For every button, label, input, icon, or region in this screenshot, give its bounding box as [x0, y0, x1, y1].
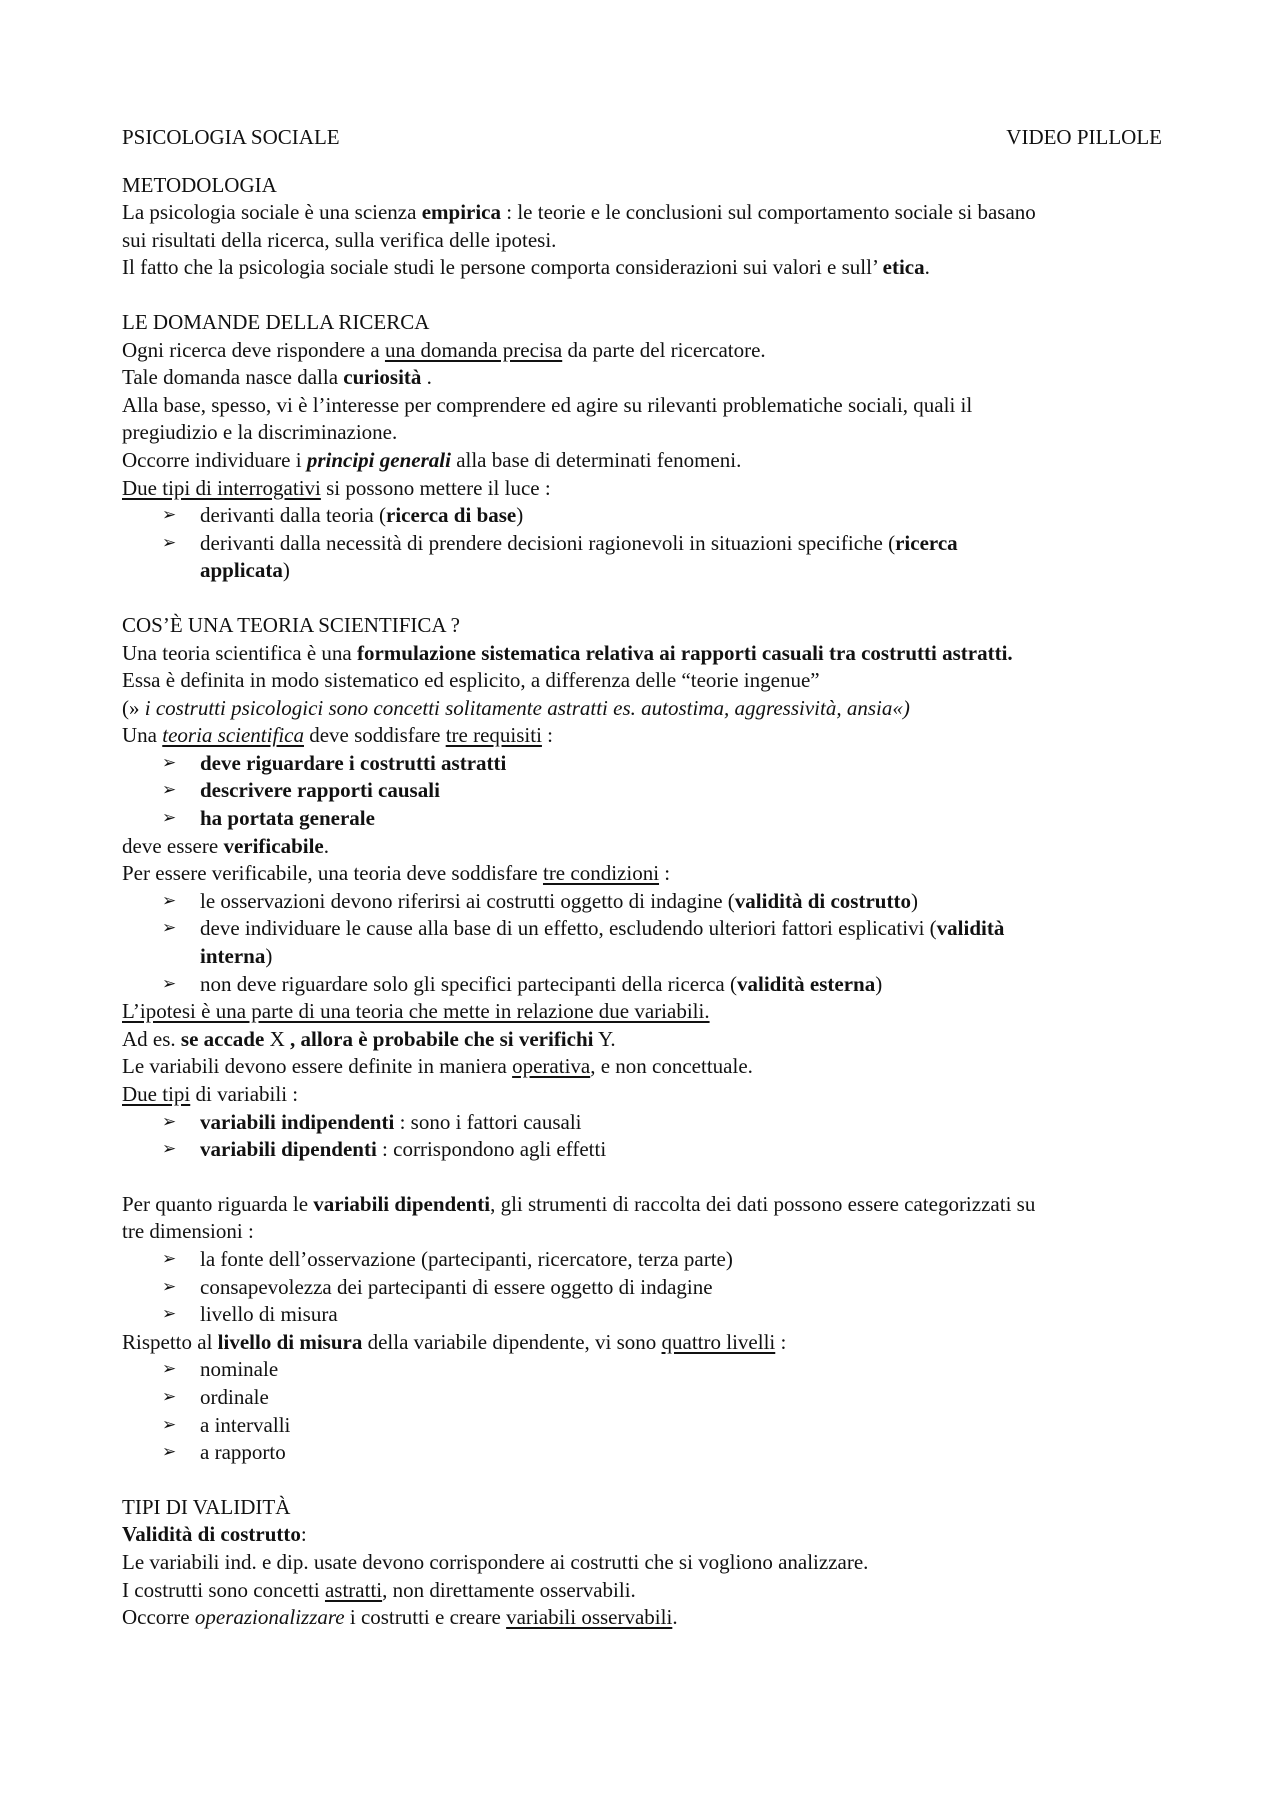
text: , e non concettuale.: [590, 1054, 753, 1079]
text: nominale: [200, 1357, 279, 1382]
text: la fonte dell’osservazione (partecipanti, ricercatore, terza parte): [200, 1246, 733, 1271]
text: Occorre: [122, 1605, 195, 1630]
paragraph-line: [122, 1577, 1162, 1605]
bullet-list: [122, 1109, 1162, 1164]
list-item: [122, 1301, 1162, 1329]
bullet-list: [122, 1246, 1162, 1329]
paragraph-line: [122, 722, 1162, 750]
list-item: [122, 1246, 1162, 1274]
text: da parte del ricercatore.: [562, 337, 766, 362]
underlined-text: quattro livelli: [661, 1329, 776, 1354]
paragraph-line: [122, 695, 1162, 723]
section-tipi-validita: [122, 1494, 1162, 1632]
text: di variabili :: [190, 1082, 299, 1106]
bold-text: applicata: [200, 558, 283, 583]
text: .: [672, 1605, 678, 1630]
arrow-bullet-icon: ➢: [162, 505, 177, 526]
list-item: [122, 1109, 1162, 1137]
paragraph-line: [122, 364, 1162, 392]
page-header: [122, 124, 1162, 152]
list-item: [122, 971, 1162, 999]
bold-text: deve riguardare i costrutti astratti: [200, 750, 507, 775]
text: Una: [122, 723, 163, 748]
text: : corrispondono agli effetti: [376, 1137, 607, 1162]
list-item: [122, 502, 1162, 530]
bold-text: ricerca: [895, 530, 958, 555]
paragraph-line: [122, 1026, 1162, 1054]
paragraph-line: [122, 475, 1162, 503]
paragraph-line: [122, 1604, 1162, 1632]
text: deve soddisfare: [303, 723, 446, 748]
text: Ogni ricerca deve rispondere a: [122, 337, 385, 362]
arrow-bullet-icon: ➢: [162, 1414, 177, 1435]
document-page: [122, 124, 1162, 1632]
bullet-list: [122, 750, 1162, 833]
list-item: [122, 1356, 1162, 1384]
arrow-bullet-icon: ➢: [162, 1139, 177, 1160]
paragraph-line: [122, 1191, 1162, 1219]
bold-text: variabili dipendenti: [200, 1137, 377, 1162]
bullet-list: [122, 502, 1162, 585]
arrow-bullet-icon: ➢: [162, 890, 177, 911]
text: Rispetto al: [122, 1329, 218, 1354]
italic-text: operazionalizzare: [194, 1605, 345, 1630]
section-heading: METODOLOGIA: [122, 172, 277, 197]
underlined-text: tre requisiti: [445, 723, 542, 748]
paragraph-line: pregiudizio e la discriminazione.: [122, 420, 398, 445]
text: derivanti dalla teoria (: [200, 503, 386, 528]
bold-text: descrivere rapporti causali: [200, 778, 440, 803]
section-variabili-dipendenti: [122, 1191, 1162, 1467]
subheading: [122, 1521, 1162, 1549]
bold-text: validità esterna: [737, 971, 876, 996]
text: Occorre individuare i: [122, 447, 307, 472]
text: : sono i fattori causali: [394, 1109, 582, 1134]
paragraph-line: [122, 447, 1162, 475]
text: deve essere: [122, 833, 224, 858]
section-heading: COS’È UNA TEORIA SCIENTIFICA ?: [122, 612, 460, 637]
paragraph-line: [122, 337, 1162, 365]
text: deve individuare le cause alla base di un effetto, escludendo ulteriori fattori esplicativi (: [200, 916, 937, 941]
paragraph-line: [122, 860, 1162, 888]
text: ): [282, 558, 290, 583]
paragraph-line: [122, 640, 1162, 668]
paragraph-line: sui risultati della ricerca, sulla verifica delle ipotesi.: [122, 227, 557, 252]
paragraph-line: [122, 1329, 1162, 1357]
text: della variabile dipendente, vi sono: [362, 1329, 662, 1354]
text: :: [300, 1522, 307, 1547]
text: .: [421, 365, 432, 390]
text: .: [323, 833, 329, 858]
paragraph-line: Le variabili ind. e dip. usate devono corrispondere ai costrutti che si vogliono analizzare.: [122, 1549, 869, 1574]
arrow-bullet-icon: ➢: [162, 1304, 177, 1325]
text: ): [910, 888, 918, 913]
bold-text: validità: [936, 916, 1005, 941]
bold-text: variabili dipendenti: [313, 1191, 491, 1216]
section-heading: LE DOMANDE DELLA RICERCA: [122, 309, 430, 334]
arrow-bullet-icon: ➢: [162, 808, 177, 829]
paragraph-line: [122, 833, 1162, 861]
bold-text: formulazione sistematica relativa ai rapporti casuali tra costrutti astratti.: [356, 640, 1013, 665]
bold-italic-text: principi generali: [306, 447, 451, 472]
text: Per essere verificabile, una teoria deve soddisfare: [122, 861, 543, 886]
arrow-bullet-icon: ➢: [162, 1386, 177, 1407]
text: , gli strumenti di raccolta dei dati possono essere categorizzati su: [490, 1191, 1036, 1216]
paragraph-line: Essa è definita in modo sistematico ed esplicito, a differenza delle “teorie ingenue”: [122, 668, 820, 693]
text: a rapporto: [200, 1440, 286, 1465]
text: (»: [122, 695, 145, 720]
arrow-bullet-icon: ➢: [162, 1111, 177, 1132]
arrow-bullet-icon: ➢: [162, 1442, 177, 1463]
bullet-list: [122, 1356, 1162, 1466]
text: :: [659, 861, 671, 886]
list-item: [122, 915, 1162, 970]
text: non deve riguardare solo gli specifici partecipanti della ricerca (: [200, 971, 737, 996]
bold-text: , allora è probabile che si verifichi: [289, 1026, 594, 1051]
list-item: [122, 1274, 1162, 1302]
text: consapevolezza dei partecipanti di essere oggetto di indagine: [200, 1274, 713, 1299]
italic-text: i costrutti psicologici sono concetti solitamente astratti es. autostima, aggressività, ansia«): [144, 695, 910, 720]
paragraph-line: [122, 998, 1162, 1026]
arrow-bullet-icon: ➢: [162, 973, 177, 994]
list-item: [122, 1136, 1162, 1164]
text: le osservazioni devono riferirsi ai costrutti oggetto di indagine (: [200, 888, 735, 913]
text: Ad es.: [122, 1026, 181, 1051]
text: I costrutti sono concetti: [122, 1577, 325, 1602]
bold-text: validità di costrutto: [734, 888, 911, 913]
text: a intervalli: [200, 1412, 291, 1437]
text: ): [875, 971, 883, 996]
text: Le variabili devono essere definite in maniera: [122, 1054, 513, 1079]
arrow-bullet-icon: ➢: [162, 532, 177, 553]
arrow-bullet-icon: ➢: [162, 780, 177, 801]
arrow-bullet-icon: ➢: [162, 1359, 177, 1380]
text: :: [541, 723, 554, 748]
text: derivanti dalla necessità di prendere decisioni ragionevoli in situazioni specifiche (: [200, 530, 896, 555]
bold-text: livello di misura: [217, 1329, 363, 1354]
bold-text: empirica: [421, 200, 502, 225]
list-item: [122, 530, 1162, 585]
paragraph-line: [122, 1081, 1162, 1109]
list-item: [122, 1384, 1162, 1412]
text: .: [924, 255, 930, 280]
arrow-bullet-icon: ➢: [162, 918, 177, 939]
text: ): [516, 503, 524, 528]
text: La psicologia sociale è una scienza: [122, 200, 422, 225]
text: Il fatto che la psicologia sociale studi le persone comporta considerazioni sui valori e sull’: [122, 255, 883, 280]
paragraph-line: [122, 199, 1162, 227]
bold-text: interna: [200, 944, 266, 969]
underlined-text: Due tipi di interrogativi: [122, 475, 321, 500]
text: Una teoria scientifica è una: [122, 640, 357, 665]
underlined-text: Due tipi: [122, 1082, 191, 1106]
text: :: [775, 1329, 787, 1354]
bold-text: Validità di costrutto: [122, 1522, 301, 1547]
section-teoria-scientifica: [122, 612, 1162, 1164]
text: livello di misura: [200, 1302, 338, 1327]
arrow-bullet-icon: ➢: [162, 752, 177, 773]
text: alla base di determinati fenomeni.: [450, 447, 742, 472]
list-item: [122, 777, 1162, 805]
text: Tale domanda nasce dalla: [122, 365, 344, 390]
bold-text: curiosità: [343, 365, 422, 390]
arrow-bullet-icon: ➢: [162, 1248, 177, 1269]
list-item: [122, 1412, 1162, 1440]
bold-text: variabili indipendenti: [200, 1109, 395, 1134]
list-item: [122, 750, 1162, 778]
section-metodologia: [122, 172, 1162, 282]
list-item: [122, 1439, 1162, 1467]
list-item: [122, 888, 1162, 916]
section-heading: TIPI DI VALIDITÀ: [122, 1494, 291, 1519]
underlined-text: tre condizioni: [542, 861, 660, 886]
list-item: [122, 805, 1162, 833]
underlined-text: operativa: [512, 1054, 591, 1079]
text: si possono mettere il luce :: [320, 475, 551, 500]
text: : le teorie e le conclusioni sul comportamento sociale si basano: [501, 200, 1036, 225]
section-domande-ricerca: [122, 309, 1162, 585]
bold-text: etica: [882, 255, 925, 280]
underlined-italic-text: teoria scientifica: [162, 723, 304, 748]
underlined-text: L’ipotesi è una parte di una teoria che mette in relazione due variabili.: [122, 999, 710, 1024]
text: Y.: [593, 1026, 616, 1051]
text: Per quanto riguarda le: [122, 1191, 314, 1216]
paragraph-line: tre dimensioni :: [122, 1219, 254, 1244]
bold-text: verificabile: [223, 833, 324, 858]
underlined-text: astratti: [324, 1577, 383, 1602]
bold-text: se accade: [180, 1026, 265, 1051]
header-right: VIDEO PILLOLE: [1006, 125, 1162, 149]
paragraph-line: [122, 1053, 1162, 1081]
underlined-text: una domanda precisa: [384, 337, 563, 362]
text: ordinale: [200, 1384, 269, 1409]
bold-text: ha portata generale: [200, 806, 375, 831]
paragraph-line: Alla base, spesso, vi è l’interesse per comprendere ed agire su rilevanti problematiche sociali, quali il: [122, 392, 973, 417]
bold-text: ricerca di base: [386, 503, 517, 528]
text: X: [264, 1026, 290, 1051]
arrow-bullet-icon: ➢: [162, 1276, 177, 1297]
text: , non direttamente osservabili.: [382, 1577, 636, 1602]
underlined-text: variabili osservabili: [506, 1605, 673, 1630]
header-left: PSICOLOGIA SOCIALE: [122, 125, 340, 149]
paragraph-line: [122, 254, 1162, 282]
text: i costrutti e creare: [344, 1605, 507, 1630]
bullet-list: [122, 888, 1162, 998]
text: ): [265, 944, 273, 969]
